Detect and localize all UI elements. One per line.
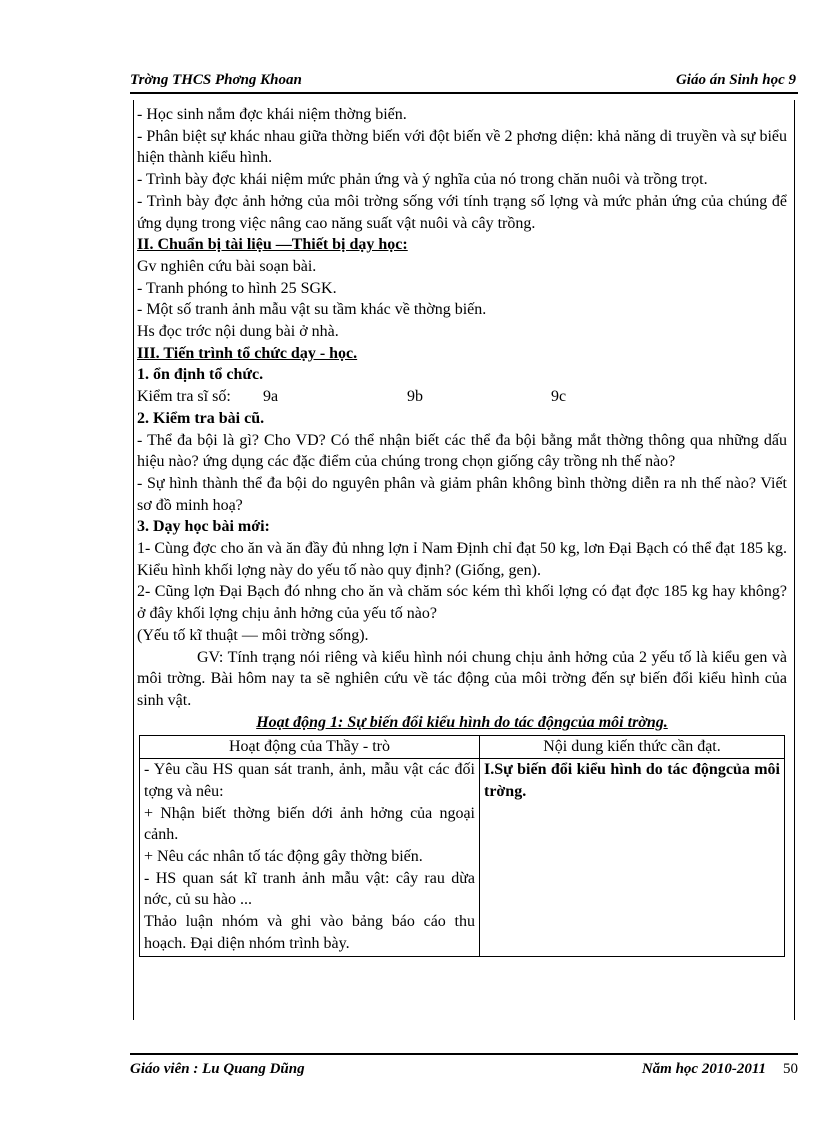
review-question: - Sự hình thành thể đa bội do nguyên phân và giảm phân không bình thờng diễn ra nh thế nào? Viết sơ đồ minh hoạ? xyxy=(137,474,787,514)
objective-line: - Học sinh nắm đợc khái niệm thờng biến. xyxy=(137,106,407,123)
lesson-line: 1- Cùng đợc cho ăn và ăn đầy đủ nhng lợn ỉ Nam Định chỉ đạt 50 kg, lơn Đại Bạch có thể đạt 185 kg. Kiểu hình khối lợng này do yếu tố nào quy định? (Giống, gen). xyxy=(137,540,787,579)
step-1-title: 1. ổn định tổ chức. xyxy=(137,366,264,384)
school-name: Trờng THCS Phơng Khoan xyxy=(130,72,302,88)
page-footer xyxy=(130,1053,798,1083)
prep-line: - Tranh phóng to hình 25 SGK. xyxy=(137,279,337,297)
class-9a: 9a xyxy=(263,388,279,406)
step-2-title: 2. Kiểm tra bài cũ. xyxy=(137,409,265,427)
col-header-knowledge: Nội dung kiến thức cần đạt. xyxy=(480,736,785,759)
activity-line: Thảo luận nhóm và ghi vào bảng báo cáo thu hoạch. Đại diện nhóm trình bày. xyxy=(144,913,475,952)
lesson-line: (Yếu tố kĩ thuật — môi trờng sống). xyxy=(137,626,369,644)
objective-line: - Phân biệt sự khác nhau giữa thờng biến với đột biến về 2 phơng diện: khả năng di truyền và sự biểu hiện thành kiểu hình. xyxy=(137,127,787,167)
prep-line: Hs đọc trớc nội dung bài ở nhà. xyxy=(137,323,339,341)
activity-line: - Yêu cầu HS quan sát tranh, ảnh, mẫu vật các đối tợng và nêu: xyxy=(144,761,475,800)
page-number: 50 xyxy=(783,1061,798,1077)
review-question: - Thể đa bội là gì? Cho VD? Có thể nhận biết các thể đa bội bằng mắt thờng thông qua những dấu hiệu nào? ứng dụng các đặc điểm của chúng trong chọn giống cây trồng nh thế nào? xyxy=(137,431,787,471)
activity-line: + Nêu các nhân tố tác động gây thờng biến. xyxy=(144,847,423,865)
activity-line: + Nhận biết thờng biến dới ảnh hởng của ngoại cảnh. xyxy=(144,804,475,844)
section-3-title: III. Tiến trình tổ chức dạy - học. xyxy=(137,344,358,362)
author-name: Giáo viên : Lu Quang Dũng xyxy=(130,1061,305,1077)
school-year: Năm học 2010-2011 xyxy=(641,1061,766,1077)
table-header-row xyxy=(140,736,785,759)
col-header-activities: Hoạt động của Thầy - trò xyxy=(140,736,480,759)
subject-title: Giáo án Sinh học 9 xyxy=(675,72,796,88)
lesson-line: 2- Cũng lợn Đại Bạch đó nhng cho ăn và chăm sóc kém thì khối lợng có đạt đợc 185 kg hay không? ở đây khối lợng chịu ảnh hởng của yếu tố nào? xyxy=(137,583,787,623)
class-9c: 9c xyxy=(551,388,567,406)
activity-cell xyxy=(140,759,480,957)
activity-title: Hoạt động 1: Sự biến đổi kiểu hình do tác độngcủa môi trờng. xyxy=(256,713,668,731)
step-3-title: 3. Dạy học bài mới: xyxy=(137,518,270,536)
activity-line: - HS quan sát kĩ tranh ảnh mẫu vật: cây rau dừa nớc, củ su hào ... xyxy=(144,869,475,909)
prep-line: Gv nghiên cứu bài soạn bài. xyxy=(137,257,317,275)
attendance-check xyxy=(137,386,787,408)
knowledge-cell xyxy=(480,759,785,957)
knowledge-heading: I.Sự biến đổi kiểu hình do tác độngcủa môi trờng. xyxy=(484,761,780,800)
prep-line: - Một số tranh ảnh mẫu vật su tầm khác về thờng biến. xyxy=(137,301,487,319)
activity-table xyxy=(139,735,785,957)
class-9b: 9b xyxy=(407,388,423,406)
table-row xyxy=(140,759,785,957)
attendance-label: Kiểm tra sĩ số: xyxy=(137,388,231,406)
section-2-title: II. Chuẩn bị tài liệu —Thiết bị dạy học: xyxy=(137,236,408,254)
objective-line: - Trình bày đợc ảnh hởng của môi trờng sống với tính trạng số lợng và mức phản ứng của chúng để ứng dụng trong việc nâng cao năng suất vật nuôi và cây trồng. xyxy=(137,192,787,232)
document-body xyxy=(137,104,787,957)
teacher-note: GV: Tính trạng nói riêng và kiểu hình nói chung chịu ảnh hởng của 2 yếu tố là kiểu gen và môi trờng. Bài hôm nay ta sẽ nghiên cứu về tác động của môi trờng đến sự biến đổi kiểu hình của sinh vật. xyxy=(137,648,787,709)
objective-line: - Trình bày đợc khái niệm mức phản ứng và ý nghĩa của nó trong chăn nuôi và trồng trọt. xyxy=(137,171,708,189)
page-header xyxy=(130,70,798,94)
